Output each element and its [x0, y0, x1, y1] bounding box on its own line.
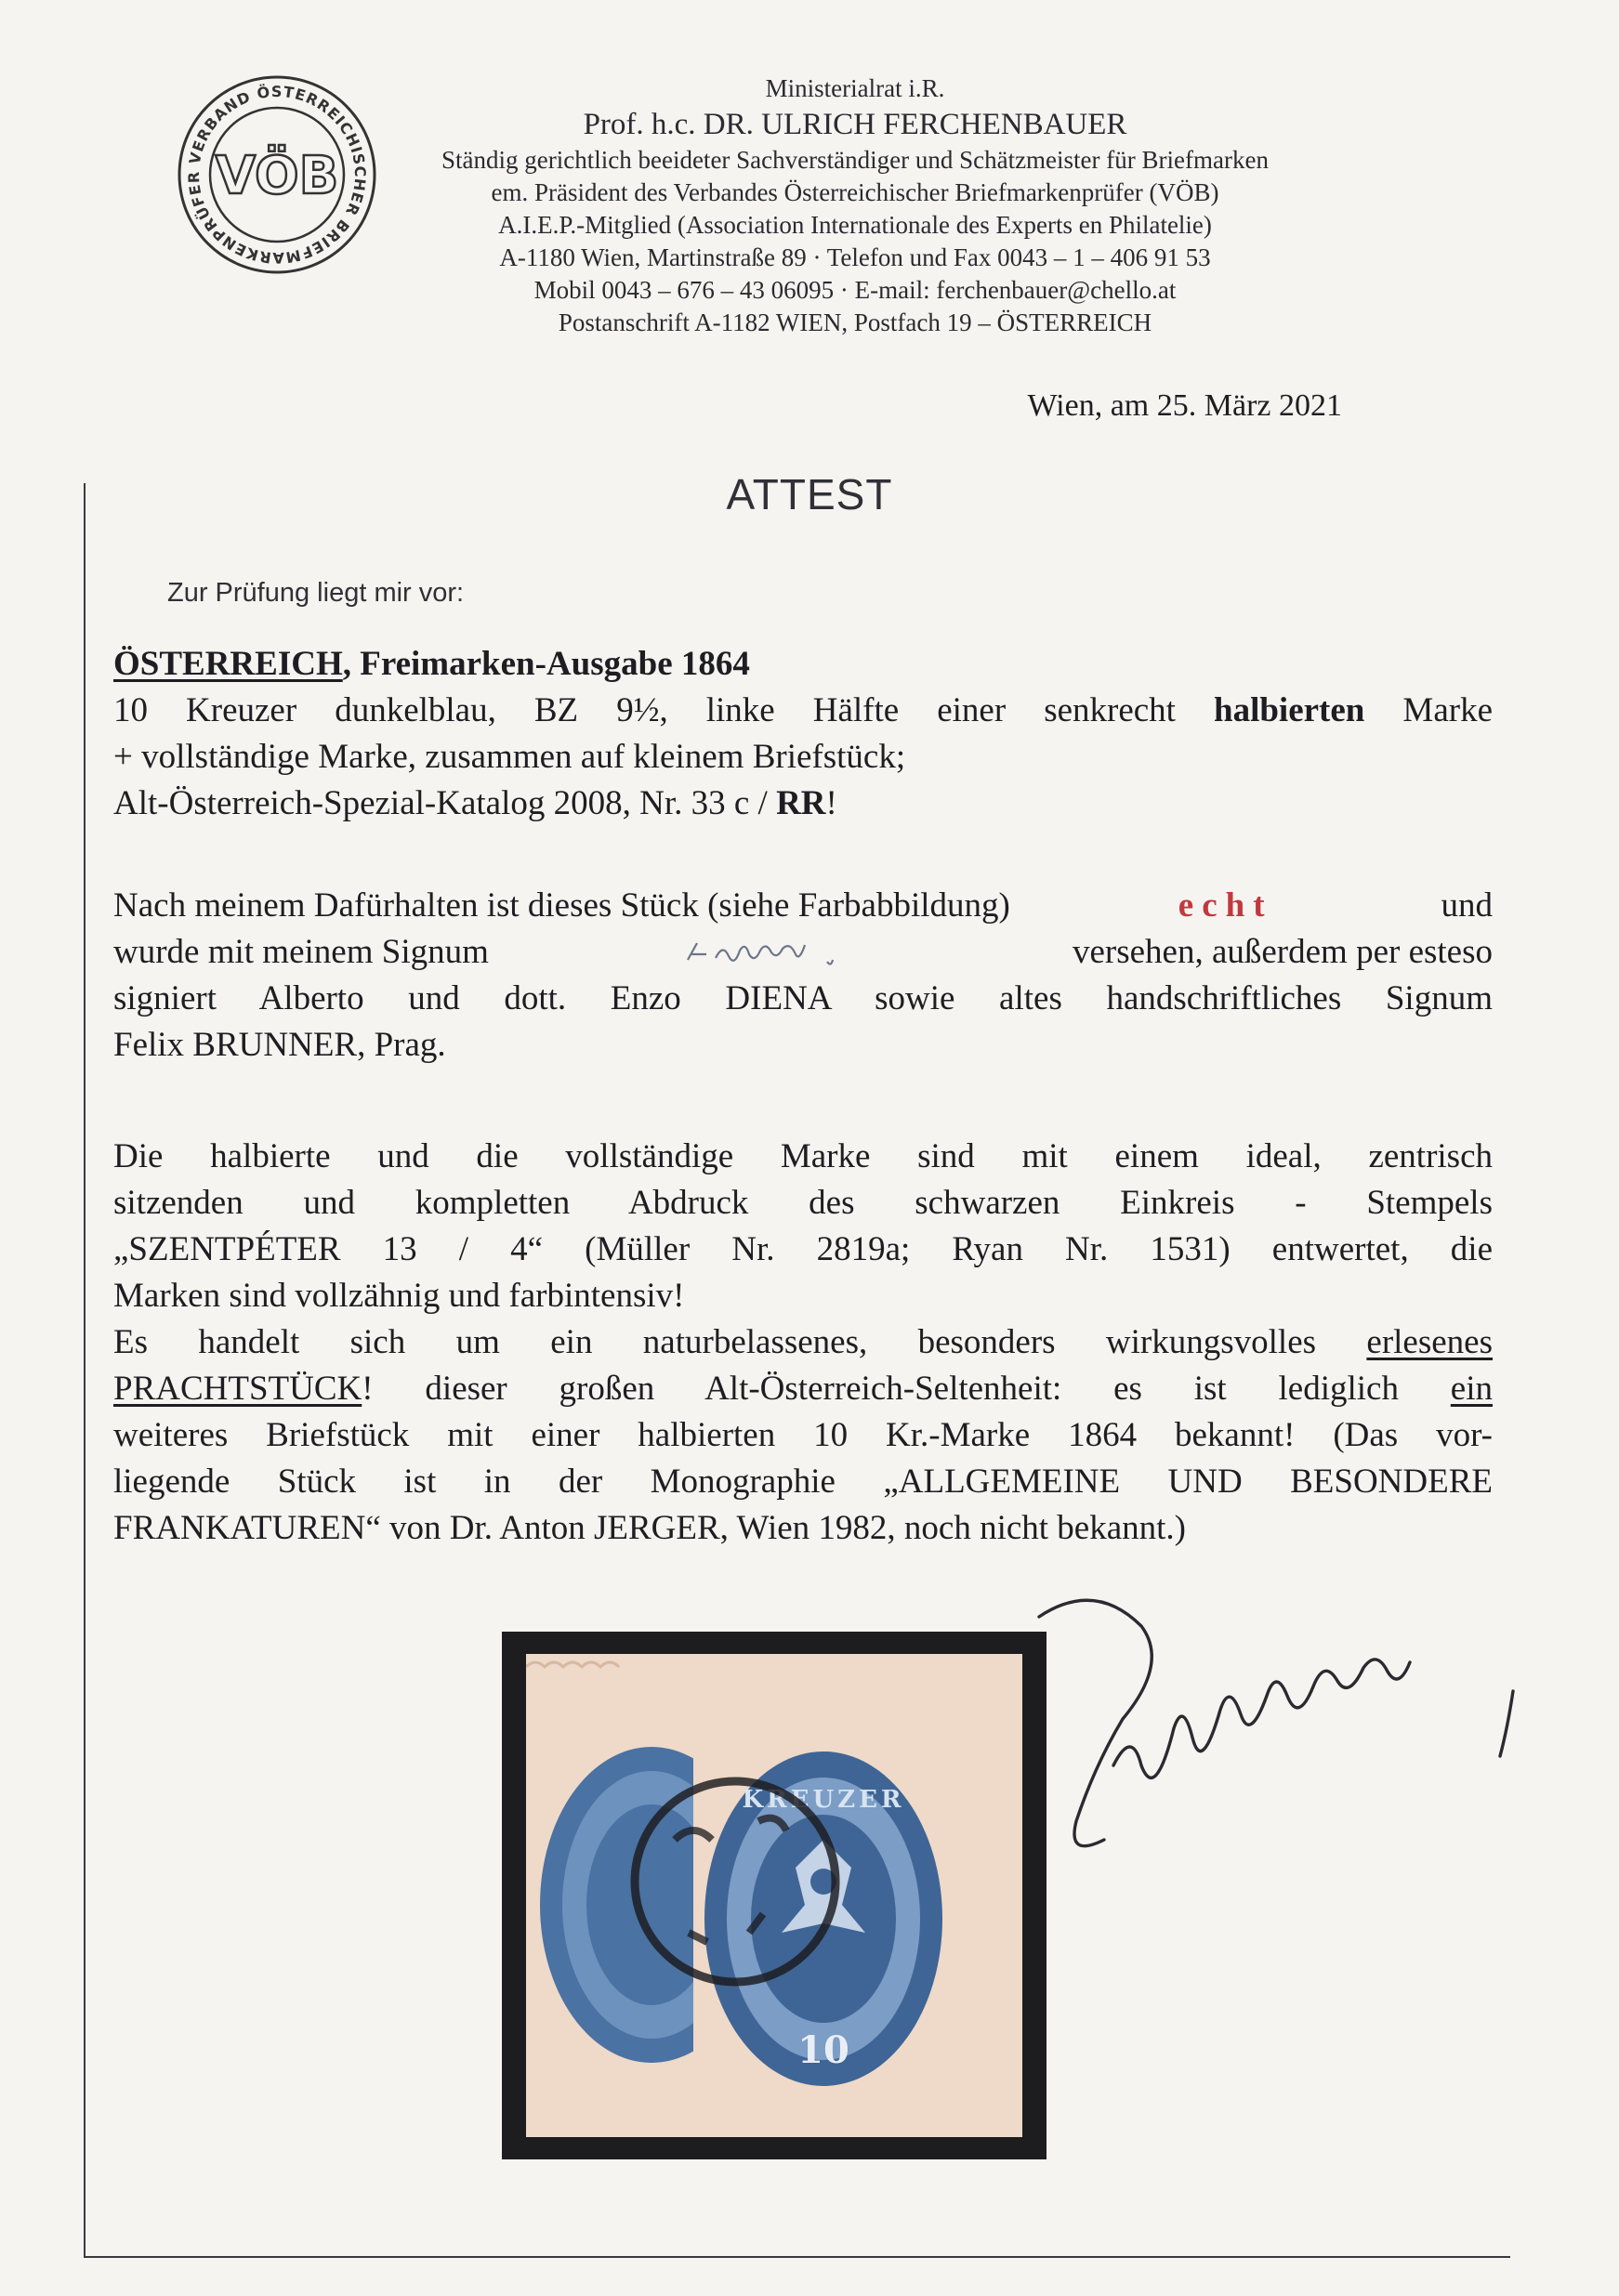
letterhead-line: em. Präsident des Verbandes Österreichischer Briefmarkenprüfer (VÖB) [491, 178, 1219, 206]
genuine-mark: echt [1178, 886, 1273, 925]
only-one-emphasis: ein [1450, 1370, 1493, 1408]
letterhead-mobile: Mobil 0043 – 676 – 43 06095 · E-mail: ferchenbauer@chello.at [533, 276, 1177, 304]
letterhead-title: Ministerialrat i.R. [765, 74, 945, 102]
stamp-photo [502, 1632, 1046, 2159]
exquisite-emphasis: erlesenes [1366, 1323, 1493, 1361]
issue-name: , Freimarken-Ausgabe 1864 [342, 645, 750, 683]
halved-emphasis: halbierten [1214, 691, 1365, 729]
condition-description: Die halbierte und die vollständige Marke sind mit einem ideal, zentrisch sitzenden und kompletten Abdruck des schwarzen Einkreis - Stempels „SZENTPÉTER 13 / 4“ (Müller Nr. 2819a; Ryan Nr. 1531) entwertet, die Marken sind vollzähnig und farbintensiv! Es handelt sich um ein naturbelassenes, besonders wirkungsvolles erlesenes PRACHTSTÜCK! dieser großen Alt-Österreich-Seltenheit: es ist lediglich ein weiteres Briefstück mit einer halbierten 10 Kr.-Marke 1864 bekannt! (Das vor- liegende Stück ist in der Monographie „ALLGEMEINE UND BESONDERE FRANKATUREN“ von Dr. Anton JERGER, Wien 1982, noch nicht bekannt.) [113, 1137, 1493, 1547]
svg-text:VERBAND ÖSTERREICHISCHER BRIEF: VERBAND ÖSTERREICHISCHER BRIEFMARKENPRÜFER [184, 82, 370, 268]
letterhead-line: A.I.E.P.-Mitglied (Association Internationale des Experts en Philatelie) [498, 211, 1212, 239]
letterhead-name: Prof. h.c. DR. ULRICH FERCHENBAUER [583, 108, 1127, 141]
certificate-heading: ATTEST [726, 470, 893, 518]
cover-piece [526, 1654, 1022, 2137]
letterhead-line: Ständig gerichtlich beeideter Sachverständiger und Schätzmeister für Briefmarken [441, 146, 1269, 174]
item-description: ÖSTERREICH, Freimarken-Ausgabe 1864 10 Kreuzer dunkelblau, BZ 9½, linke Hälfte einer senkrecht halbierten Marke + vollständige Marke, zusammen auf kleinem Briefstück; Alt-Österreich-Spezial-Katalog 2008, Nr. 33 c / RR! [113, 645, 1493, 822]
intro-text: Zur Prüfung liegt mir vor: [167, 578, 465, 608]
left-margin-rule [84, 483, 86, 2258]
letterhead [372, 72, 1338, 339]
stamp-illustration [526, 1654, 1022, 2137]
letterhead-address: A-1180 Wien, Martinstraße 89 · Telefon und Fax 0043 – 1 – 406 91 53 [499, 243, 1211, 271]
handwritten-signum [669, 934, 892, 971]
authenticity-statement: Nach meinem Dafürhalten ist dieses Stück (siehe Farbabbildung) echt und wurde mit meinem Signum versehen, außerdem per esteso signiert Alberto und dott. Enzo DIENA sowie altes handschriftliches Signum Felix BRUNNER, Prag. [113, 883, 1493, 1069]
letterhead-postal: Postanschrift A-1182 WIEN, Postfach 19 – ÖSTERREICH [558, 308, 1152, 336]
bottom-rule [84, 2256, 1510, 2258]
country-name: ÖSTERREICH [113, 645, 343, 683]
seal-center-text: VÖB [215, 146, 339, 206]
stamp-value: 10 [797, 2028, 849, 2072]
svg-text:KREUZER: KREUZER [742, 1786, 905, 1814]
rarity-mark: RR [776, 784, 826, 822]
expert-signature [1030, 1580, 1550, 1886]
certificate-date: Wien, am 25. März 2021 [1027, 388, 1342, 423]
voeb-seal-logo [175, 72, 379, 277]
prachtstueck-emphasis: PRACHTSTÜCK [113, 1370, 362, 1408]
